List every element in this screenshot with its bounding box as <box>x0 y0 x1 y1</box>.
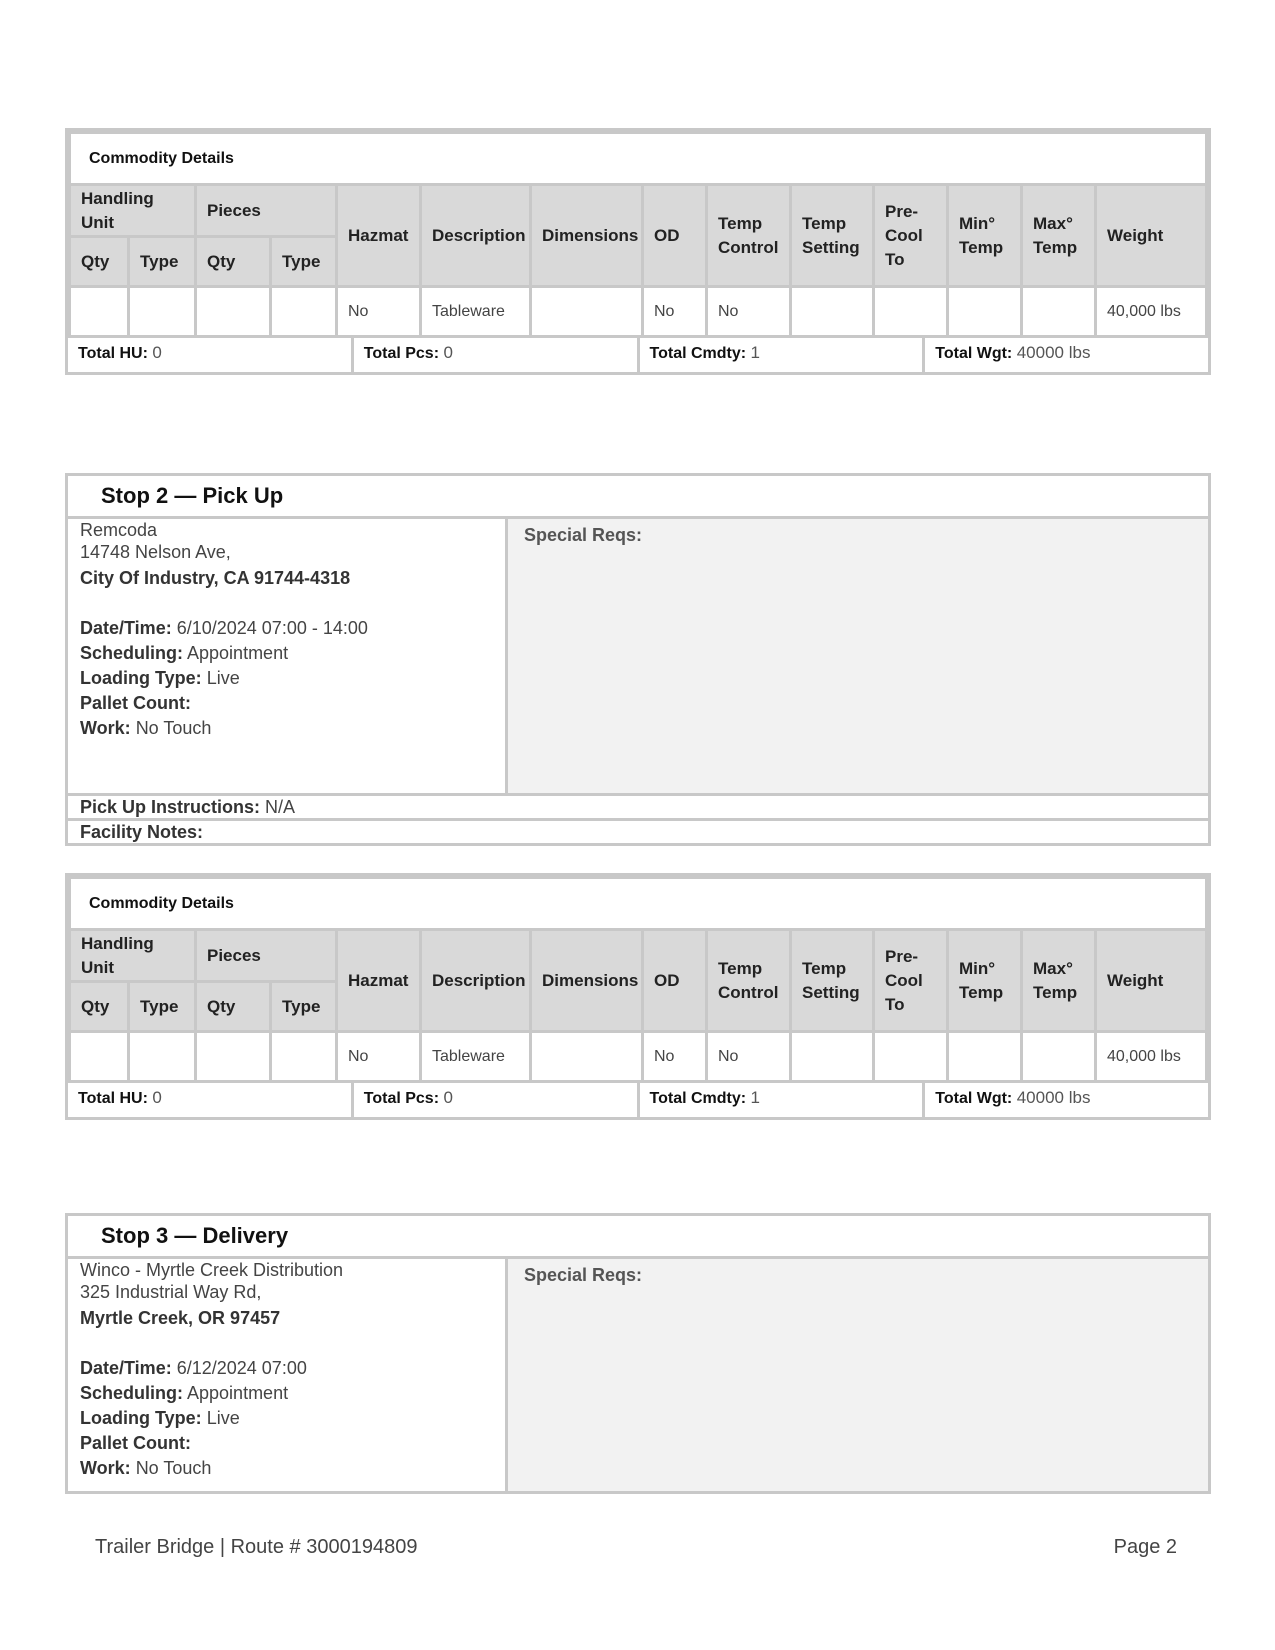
total-cmdty <box>637 1083 923 1117</box>
total-wgt-label: Total Wgt: <box>935 1090 1013 1107</box>
header-temp-control: Temp Control <box>707 185 791 287</box>
total-pcs-label: Total Pcs: <box>363 1090 440 1107</box>
footer-route: Trailer Bridge | Route # 3000194809 <box>95 1536 418 1558</box>
table-row <box>70 1032 1207 1082</box>
stop-details <box>68 1259 508 1491</box>
commodity-details-table-2 <box>65 873 1211 1120</box>
header-temp-setting: Temp Setting <box>791 185 874 287</box>
header-pre-cool-to: Pre-Cool To <box>874 930 948 1032</box>
header-pcs-type: Type <box>271 237 337 287</box>
stop-title: Stop 2 — Pick Up <box>68 476 1208 519</box>
footer-page-number: Page 2 <box>1113 1536 1177 1558</box>
pallet-count <box>80 1431 505 1456</box>
pallet-count-label: Pallet Count: <box>80 1433 191 1453</box>
date-time-value: 6/10/2024 07:00 - 14:00 <box>176 618 368 638</box>
loading-type-value: Live <box>206 668 240 688</box>
commodity-table <box>68 876 1208 1083</box>
header-pcs-qty: Qty <box>196 982 271 1032</box>
cell-temp-setting <box>791 287 874 337</box>
totals-row <box>68 338 1208 372</box>
facility-notes <box>68 818 1208 843</box>
total-hu-value: 0 <box>152 1088 162 1107</box>
header-handling-unit: Handling Unit <box>70 185 196 237</box>
header-pre-cool-to: Pre-Cool To <box>874 185 948 287</box>
header-dimensions: Dimensions <box>531 185 643 287</box>
header-dimensions: Dimensions <box>531 930 643 1032</box>
work <box>80 716 505 741</box>
loading-type-label: Loading Type: <box>80 668 202 688</box>
total-hu <box>68 338 351 372</box>
cell-description: Tableware <box>421 1032 531 1082</box>
cell-dimensions <box>531 287 643 337</box>
table-row <box>70 287 1207 337</box>
facility-notes-label: Facility Notes: <box>80 822 204 842</box>
cell-weight: 40,000 lbs <box>1096 287 1207 337</box>
work-value: No Touch <box>135 718 212 738</box>
scheduling-label: Scheduling: <box>80 1383 183 1403</box>
header-weight: Weight <box>1096 930 1207 1032</box>
date-time <box>80 616 505 641</box>
cell-temp-setting <box>791 1032 874 1082</box>
total-cmdty <box>637 338 923 372</box>
scheduling <box>80 1381 505 1406</box>
scheduling <box>80 641 505 666</box>
total-pcs <box>351 1083 637 1117</box>
cell-temp-control: No <box>707 1032 791 1082</box>
total-pcs-label: Total Pcs: <box>363 345 440 362</box>
commodity-details-table-1 <box>65 128 1211 375</box>
stop-details <box>68 519 508 793</box>
cell-pcs-qty <box>196 1032 271 1082</box>
date-time-label: Date/Time: <box>80 1358 172 1378</box>
cell-weight: 40,000 lbs <box>1096 1032 1207 1082</box>
commodity-title: Commodity Details <box>70 133 1207 185</box>
cell-pcs-type <box>271 287 337 337</box>
total-wgt-label: Total Wgt: <box>935 345 1013 362</box>
date-time <box>80 1356 505 1381</box>
cell-od: No <box>643 287 707 337</box>
facility-name: Winco - Myrtle Creek Distribution <box>80 1260 344 1280</box>
cell-max-temp <box>1022 287 1096 337</box>
total-cmdty-value: 1 <box>750 343 761 362</box>
loading-type <box>80 666 505 691</box>
header-hu-qty: Qty <box>70 982 129 1032</box>
header-min-temp: Min° Temp <box>948 185 1022 287</box>
work-label: Work: <box>80 1458 131 1478</box>
total-wgt-value: 40000 lbs <box>1016 343 1091 362</box>
cell-hazmat: No <box>337 1032 421 1082</box>
header-description: Description <box>421 930 531 1032</box>
cell-pre-cool-to <box>874 1032 948 1082</box>
scheduling-value: Appointment <box>187 643 289 663</box>
header-temp-setting: Temp Setting <box>791 930 874 1032</box>
stop-2-block <box>65 473 1211 846</box>
cell-temp-control: No <box>707 287 791 337</box>
header-description: Description <box>421 185 531 287</box>
total-pcs <box>351 338 637 372</box>
header-temp-control: Temp Control <box>707 930 791 1032</box>
total-hu-label: Total HU: <box>78 1090 148 1107</box>
street-address: 325 Industrial Way Rd, <box>80 1282 262 1302</box>
total-pcs-value: 0 <box>443 1088 453 1107</box>
total-hu-value: 0 <box>152 343 162 362</box>
cell-od: No <box>643 1032 707 1082</box>
loading-type-label: Loading Type: <box>80 1408 202 1428</box>
total-hu <box>68 1083 351 1117</box>
cell-pcs-type <box>271 1032 337 1082</box>
scheduling-label: Scheduling: <box>80 643 183 663</box>
header-handling-unit: Handling Unit <box>70 930 196 982</box>
city-state-zip: Myrtle Creek, OR 97457 <box>80 1308 281 1328</box>
header-od: OD <box>643 185 707 287</box>
header-pcs-type: Type <box>271 982 337 1032</box>
header-hu-type: Type <box>129 237 196 287</box>
stop-3-block <box>65 1213 1211 1494</box>
facility-name: Remcoda <box>80 520 158 540</box>
cell-hu-type <box>129 1032 196 1082</box>
pallet-count <box>80 691 505 716</box>
header-max-temp: Max° Temp <box>1022 185 1096 287</box>
loading-type <box>80 1406 505 1431</box>
total-cmdty-label: Total Cmdty: <box>649 345 747 362</box>
city-state-zip: City Of Industry, CA 91744-4318 <box>80 568 351 588</box>
total-wgt-value: 40000 lbs <box>1016 1088 1091 1107</box>
date-time-value: 6/12/2024 07:00 <box>176 1358 307 1378</box>
header-pcs-qty: Qty <box>196 237 271 287</box>
cell-hu-qty <box>70 1032 129 1082</box>
cell-max-temp <box>1022 1032 1096 1082</box>
total-wgt <box>922 1083 1208 1117</box>
work-value: No Touch <box>135 1458 212 1478</box>
cell-description: Tableware <box>421 287 531 337</box>
stop-title: Stop 3 — Delivery <box>68 1216 1208 1259</box>
cell-min-temp <box>948 287 1022 337</box>
total-hu-label: Total HU: <box>78 345 148 362</box>
header-pieces: Pieces <box>196 930 337 982</box>
header-hazmat: Hazmat <box>337 185 421 287</box>
scheduling-value: Appointment <box>187 1383 289 1403</box>
street-address: 14748 Nelson Ave, <box>80 542 231 562</box>
pick-up-instructions <box>68 793 1208 818</box>
instructions-label: Pick Up Instructions: <box>80 797 261 817</box>
special-reqs-label: Special Reqs: <box>524 525 643 545</box>
totals-row <box>68 1083 1208 1117</box>
header-hu-qty: Qty <box>70 237 129 287</box>
cell-hazmat: No <box>337 287 421 337</box>
header-pieces: Pieces <box>196 185 337 237</box>
special-reqs-panel <box>508 1259 1208 1491</box>
header-hazmat: Hazmat <box>337 930 421 1032</box>
header-min-temp: Min° Temp <box>948 930 1022 1032</box>
pallet-count-label: Pallet Count: <box>80 693 191 713</box>
cell-hu-type <box>129 287 196 337</box>
header-weight: Weight <box>1096 185 1207 287</box>
loading-type-value: Live <box>206 1408 240 1428</box>
total-cmdty-label: Total Cmdty: <box>649 1090 747 1107</box>
total-pcs-value: 0 <box>443 343 453 362</box>
header-max-temp: Max° Temp <box>1022 930 1096 1032</box>
special-reqs-panel <box>508 519 1208 793</box>
cell-dimensions <box>531 1032 643 1082</box>
date-time-label: Date/Time: <box>80 618 172 638</box>
special-reqs-label: Special Reqs: <box>524 1265 643 1285</box>
cell-pcs-qty <box>196 287 271 337</box>
cell-min-temp <box>948 1032 1022 1082</box>
work <box>80 1456 505 1481</box>
cell-pre-cool-to <box>874 287 948 337</box>
header-od: OD <box>643 930 707 1032</box>
commodity-table <box>68 131 1208 338</box>
total-wgt <box>922 338 1208 372</box>
commodity-title: Commodity Details <box>70 878 1207 930</box>
total-cmdty-value: 1 <box>750 1088 761 1107</box>
work-label: Work: <box>80 718 131 738</box>
instructions-value: N/A <box>265 797 296 817</box>
cell-hu-qty <box>70 287 129 337</box>
header-hu-type: Type <box>129 982 196 1032</box>
